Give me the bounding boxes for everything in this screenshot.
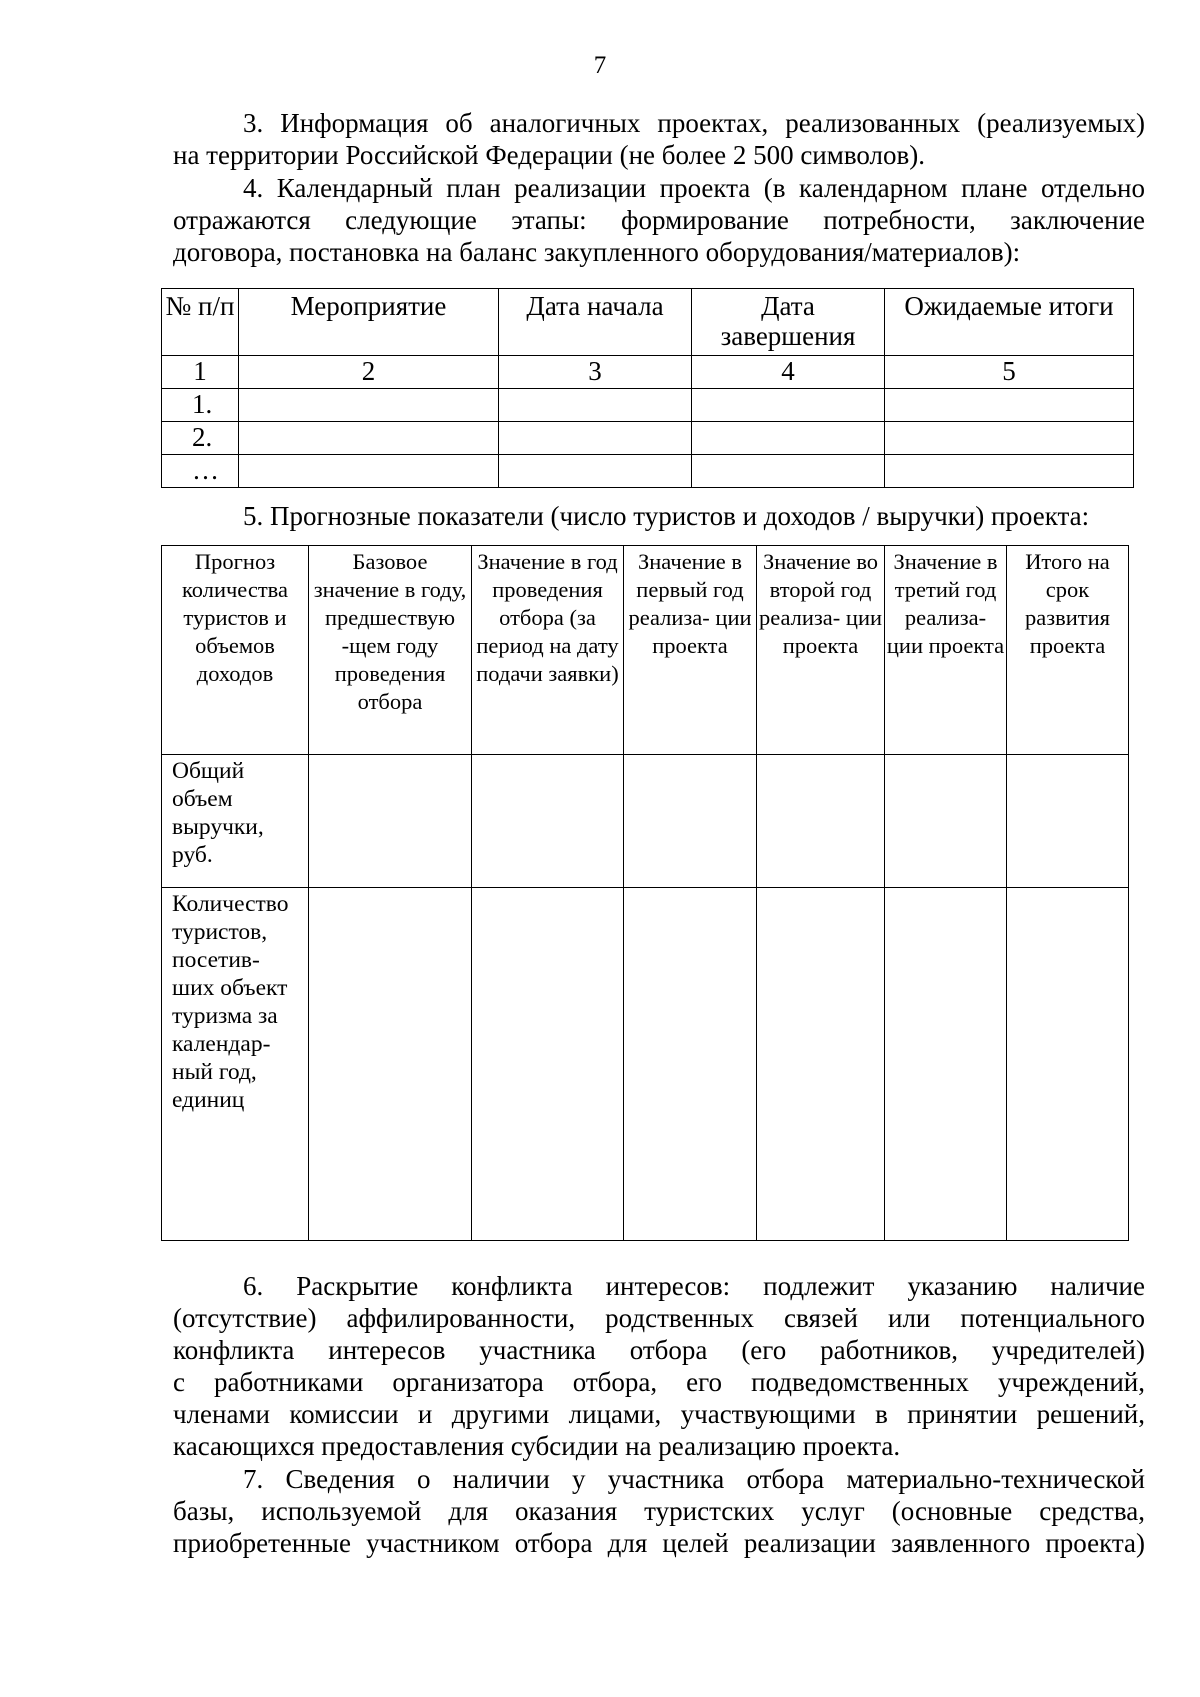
forecast-header-indicator: Прогноз количества туристов и объемов доходов (162, 546, 309, 755)
table-row (162, 455, 1134, 488)
plan-cell-empty (239, 389, 499, 422)
plan-cell-empty (499, 455, 692, 488)
plan-cell-empty (692, 455, 885, 488)
paragraph-3-line-1: 3. Информация об аналогичных проектах, реализованных (реализуемых) (243, 108, 1145, 138)
paragraph-7-line-2: базы, используемой для оказания туристских услуг (основные средства, (173, 1496, 1145, 1526)
forecast-cell-empty (885, 755, 1007, 888)
forecast-cell-empty (472, 755, 624, 888)
plan-header-row (162, 289, 1134, 356)
forecast-cell-empty (624, 755, 757, 888)
forecast-cell-empty (1007, 755, 1129, 888)
plan-cell-empty (499, 389, 692, 422)
table-row (162, 389, 1134, 422)
page-number: 7 (593, 52, 607, 79)
paragraph-6-line-6: касающихся предоставления субсидии на реализацию проекта. (173, 1431, 901, 1461)
forecast-cell-empty (757, 888, 885, 1241)
plan-cell-empty (239, 422, 499, 455)
paragraph-4-line-1: 4. Календарный план реализации проекта (в календарном плане отдельно (243, 173, 1145, 203)
forecast-header-row (162, 546, 1129, 755)
plan-cell-empty (239, 455, 499, 488)
paragraph-6-line-1: 6. Раскрытие конфликта интересов: подлежит указанию наличие (243, 1271, 1145, 1301)
paragraph-6-line-2: (отсутствие) аффилированности, родственных связей или потенциального (173, 1303, 1145, 1333)
forecast-cell-empty (472, 888, 624, 1241)
plan-cell-empty (885, 389, 1134, 422)
plan-col-number: 2 (239, 356, 499, 389)
calendar-plan-table (161, 288, 1134, 488)
forecast-table (161, 545, 1129, 1241)
table-row (162, 888, 1129, 1241)
paragraph-6-line-5: членами комиссии и другими лицами, участвующими в принятии решений, (173, 1399, 1145, 1429)
table-row (162, 422, 1134, 455)
plan-header-number: № п/п (162, 289, 239, 356)
plan-header-results: Ожидаемые итоги (885, 289, 1134, 356)
plan-header-end: Дата завершения (692, 289, 885, 356)
forecast-row-label-revenue: Общий объем выручки, руб. (162, 755, 309, 888)
plan-col-number: 4 (692, 356, 885, 389)
forecast-header-base: Базовое значение в году, предшествую -щем году проведения отбора (309, 546, 472, 755)
forecast-cell-empty (1007, 888, 1129, 1241)
table-row (162, 755, 1129, 888)
plan-header-event: Мероприятие (239, 289, 499, 356)
paragraph-3-line-2: на территории Российской Федерации (не более 2 500 символов). (173, 140, 926, 170)
paragraph-6-line-4: с работниками организатора отбора, его подведомственных учреждений, (173, 1367, 1145, 1397)
forecast-header-year-3: Значение в третий год реализа- ции проекта (885, 546, 1007, 755)
paragraph-6-line-3: конфликта интересов участника отбора (его работников, учредителей) (173, 1335, 1145, 1365)
plan-col-number: 5 (885, 356, 1134, 389)
plan-cell-empty (692, 422, 885, 455)
paragraph-5: 5. Прогнозные показатели (число туристов и доходов / выручки) проекта: (243, 501, 1090, 531)
forecast-header-selection-year: Значение в год проведения отбора (за период на дату подачи заявки) (472, 546, 624, 755)
forecast-cell-empty (624, 888, 757, 1241)
forecast-header-year-2: Значение во второй год реализа- ции проекта (757, 546, 885, 755)
paragraph-7-line-3: приобретенные участником отбора для целей реализации заявленного проекта) (173, 1528, 1145, 1558)
paragraph-4-line-2: отражаются следующие этапы: формирование потребности, заключение (173, 205, 1145, 235)
plan-row-index: 1. (162, 389, 239, 422)
paragraph-4-line-3: договора, постановка на баланс закупленного оборудования/материалов): (173, 237, 1021, 267)
plan-cell-empty (885, 455, 1134, 488)
paragraph-7-line-1: 7. Сведения о наличии у участника отбора материально-технической (243, 1464, 1145, 1494)
plan-cell-empty (885, 422, 1134, 455)
plan-cell-empty (499, 422, 692, 455)
plan-col-number: 1 (162, 356, 239, 389)
plan-header-start: Дата начала (499, 289, 692, 356)
forecast-row-label-tourists: Количество туристов, посетив- ших объект туризма за календар- ный год, единиц (162, 888, 309, 1241)
forecast-cell-empty (885, 888, 1007, 1241)
plan-number-row (162, 356, 1134, 389)
forecast-header-total: Итого на срок развития проекта (1007, 546, 1129, 755)
forecast-cell-empty (309, 755, 472, 888)
plan-row-index: … (162, 455, 239, 488)
forecast-cell-empty (309, 888, 472, 1241)
plan-cell-empty (692, 389, 885, 422)
plan-row-index: 2. (162, 422, 239, 455)
plan-col-number: 3 (499, 356, 692, 389)
forecast-header-year-1: Значение в первый год реализа- ции проекта (624, 546, 757, 755)
forecast-cell-empty (757, 755, 885, 888)
